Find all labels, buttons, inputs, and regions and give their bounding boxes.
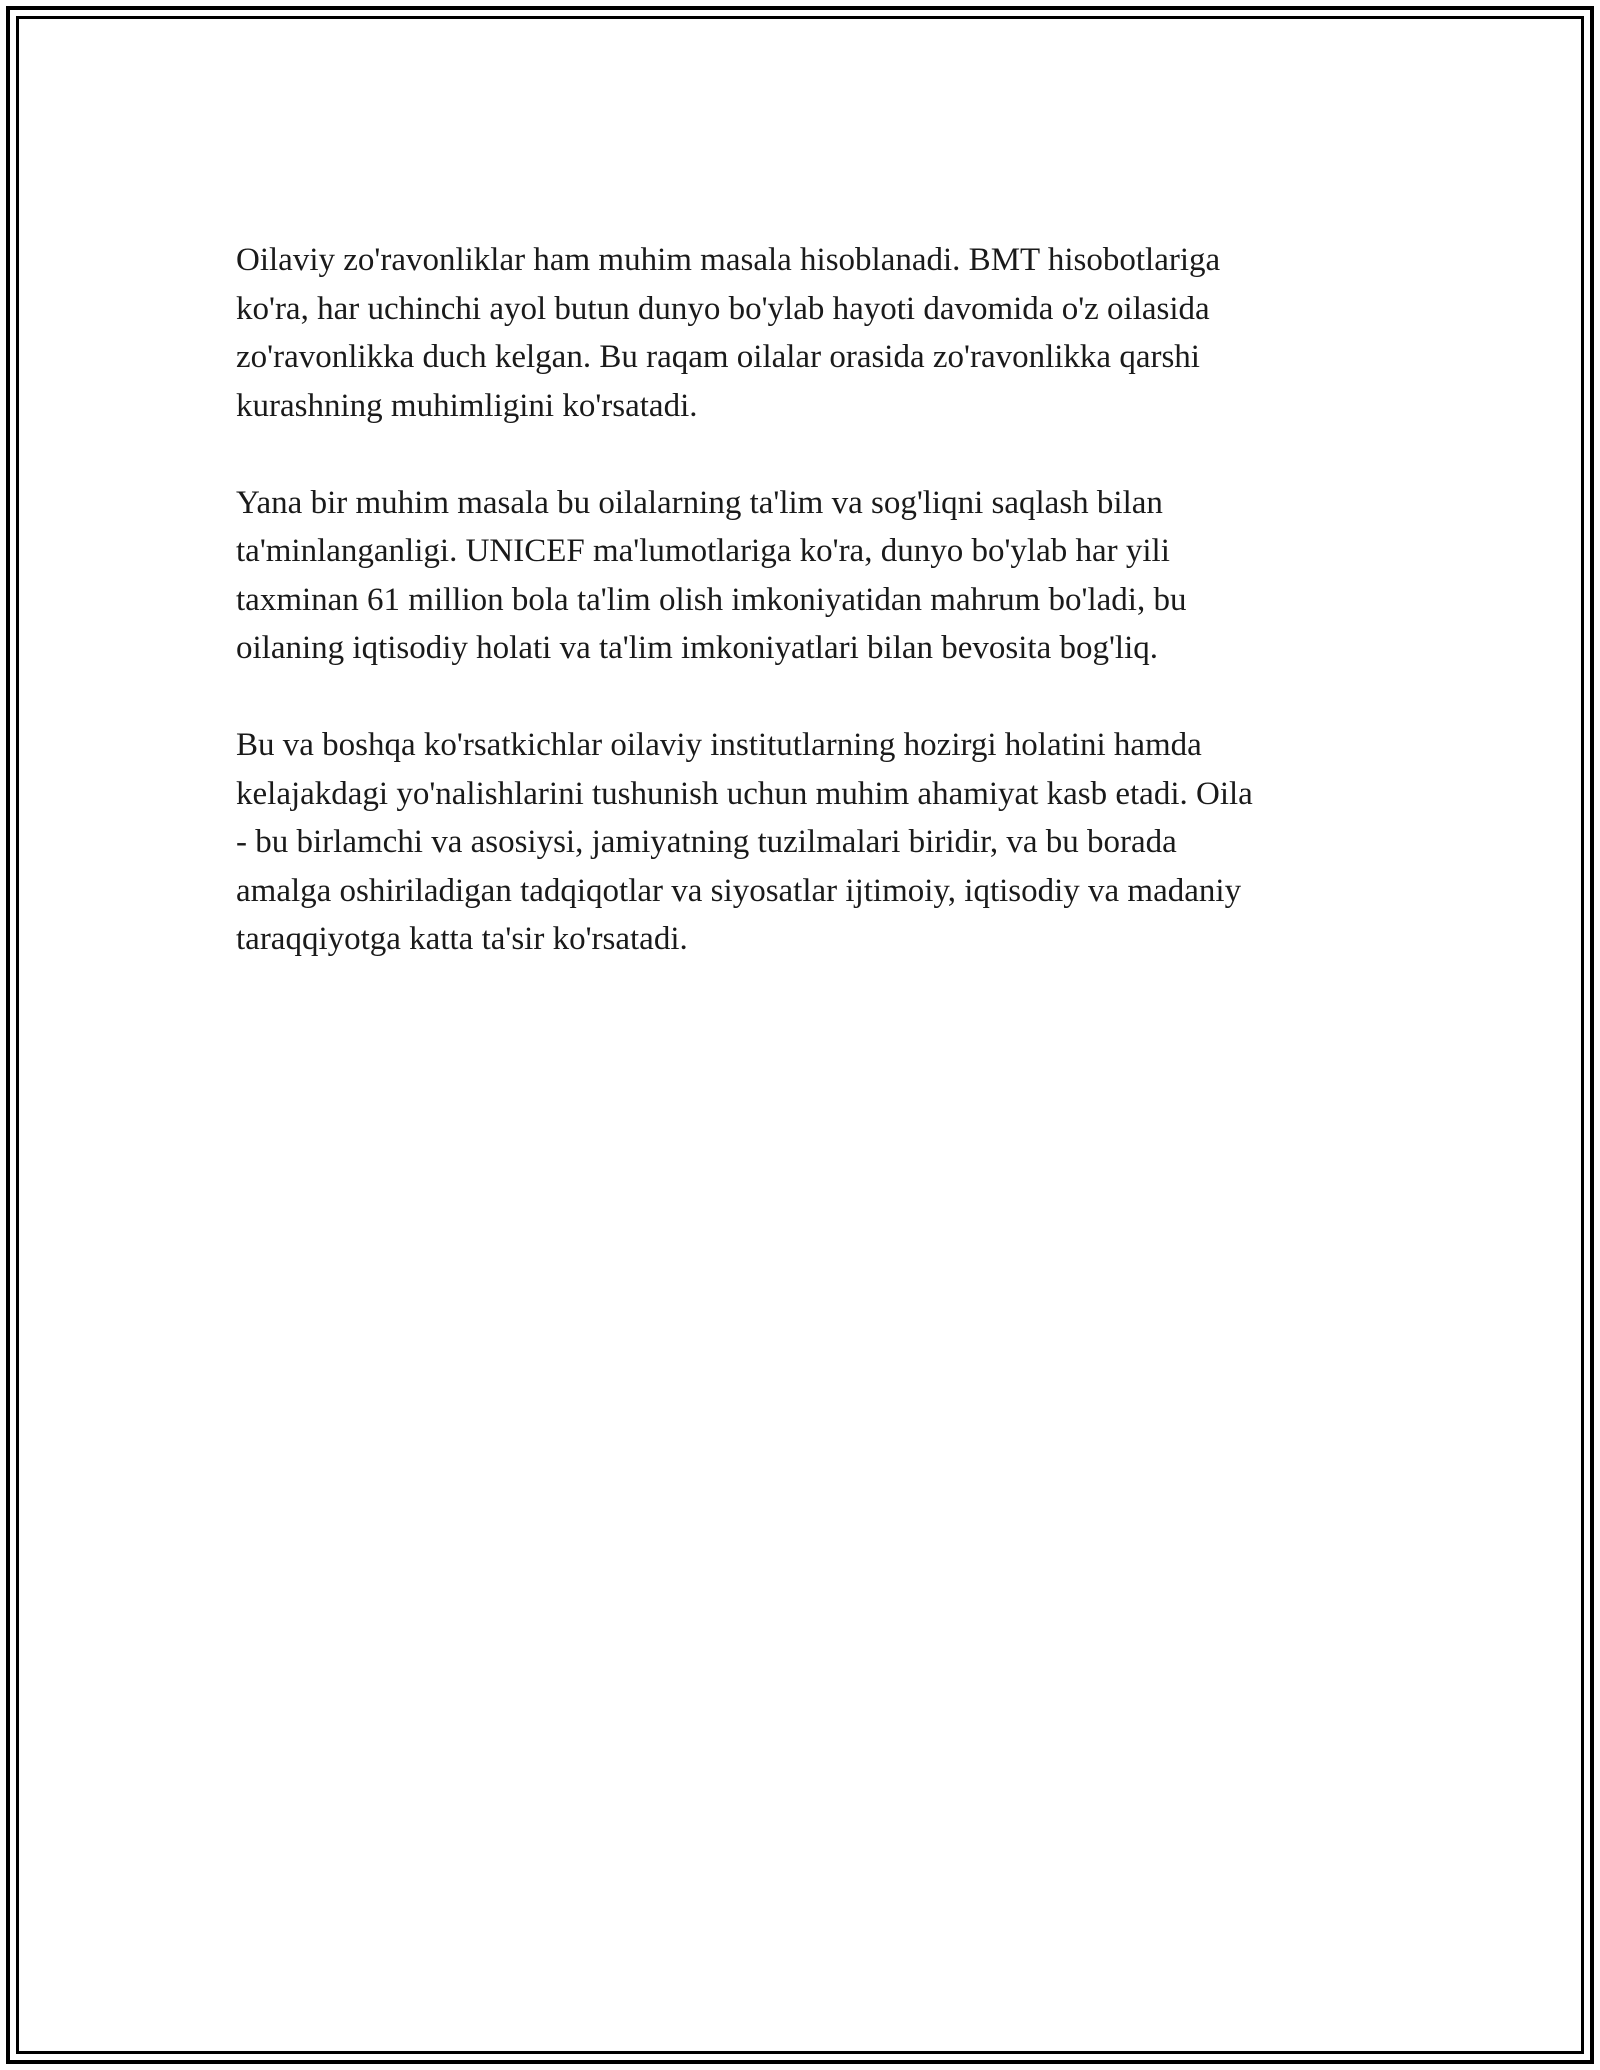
text-line: taraqqiyotga katta ta'sir ko'rsatadi.: [236, 921, 688, 957]
text-line: - bu birlamchi va asosiysi, jamiyatning tuzilmalari biridir, va bu borada: [236, 824, 1177, 860]
text-line: oilaning iqtisodiy holati va ta'lim imkoniyatlari bilan bevosita bog'liq.: [236, 630, 1159, 666]
paragraph-conclusion: [236, 721, 1376, 964]
text-line: Yana bir muhim masala bu oilalarning ta'lim va sog'liqni saqlash bilan: [236, 484, 1163, 521]
text-line: taxminan 61 million bola ta'lim olish imkoniyatidan mahrum bo'ladi, bu: [236, 581, 1187, 618]
paragraph-education-health: [236, 479, 1376, 673]
text-line: kelajakdagi yo'nalishlarini tushunish uchun muhim ahamiyat kasb etadi. Oila: [236, 775, 1253, 812]
text-line: Oilaviy zo'ravonliklar ham muhim masala hisoblanadi. BMT hisobotlariga: [236, 242, 1221, 278]
text-line: ta'minlanganligi. UNICEF ma'lumotlariga ko'ra, dunyo bo'ylab har yili: [236, 533, 1170, 569]
text-line: zo'ravonlikka duch kelgan. Bu raqam oilalar orasida zo'ravonlikka qarshi: [236, 339, 1200, 375]
text-line: ko'ra, har uchinchi ayol butun dunyo bo'ylab hayoti davomida o'z oilasida: [236, 290, 1210, 327]
document-body: [236, 236, 1376, 1012]
paragraph-family-violence: [236, 236, 1376, 430]
text-line: amalga oshiriladigan tadqiqotlar va siyosatlar ijtimoiy, iqtisodiy va madaniy: [236, 872, 1242, 909]
text-line: kurashning muhimligini ko'rsatadi.: [236, 387, 698, 424]
text-line: Bu va boshqa ko'rsatkichlar oilaviy institutlarning hozirgi holatini hamda: [236, 727, 1202, 763]
